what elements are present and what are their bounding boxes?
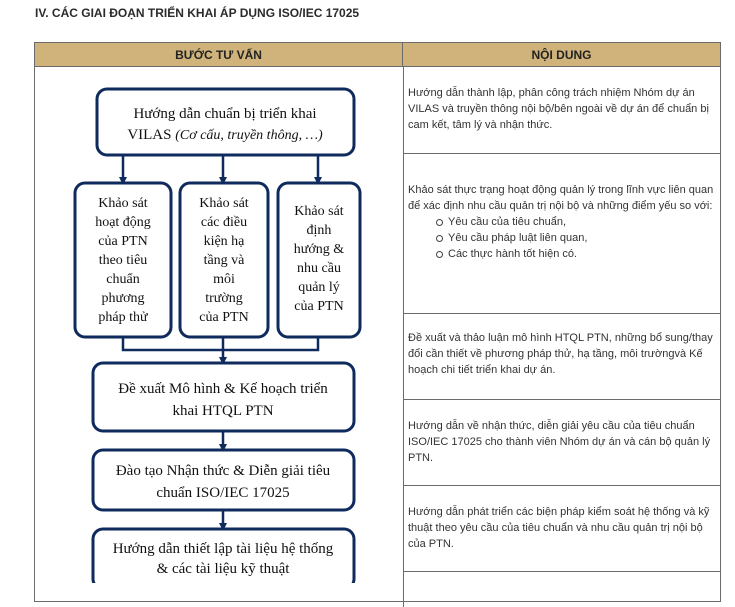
flow-box-survey-infrastructure-line: kiện hạ [203, 234, 245, 249]
flow-box-training-line: chuẩn ISO/IEC 17025 [156, 485, 290, 501]
flow-box-survey-methods-line: theo tiêu [98, 253, 148, 268]
list-item: Các thực hành tốt hiện có. [448, 246, 715, 262]
flow-box-survey-methods-line: của PTN [98, 234, 148, 249]
flow-box-prepare [97, 89, 354, 155]
content-row-1-text: Hướng dẫn thành lập, phân công trách nhiệm Nhóm dự án VILAS và truyền thông nội bộ/bên ngoài về dự án để chuẩn bị cam kết, tâm lý và nhận thức. [408, 87, 709, 131]
consulting-flowchart [35, 43, 403, 583]
content-row-5-text: Hướng dẫn phát triển các biện pháp kiểm soát hệ thống và kỹ thuật theo yêu cầu của tiêu chuẩn và nhu cầu quản trị nội bộ của PTN. [408, 506, 710, 550]
flow-box-survey-management-line: của PTN [294, 299, 344, 314]
content-row-3 [404, 314, 720, 400]
flow-box-proposal-line: Đề xuất Mô hình & Kế hoạch triển [118, 381, 328, 397]
flow-box-training [93, 450, 354, 510]
content-row-5 [404, 486, 720, 572]
content-row-1 [404, 67, 720, 154]
flow-box-prepare-line2-normal: VILAS [127, 127, 176, 143]
flow-box-survey-methods-line: chuẩn [106, 272, 140, 287]
flow-box-proposal-line: khai HTQL PTN [172, 403, 274, 419]
flow-box-survey-infrastructure-line: trường [205, 291, 243, 306]
flow-box-survey-infrastructure-line: các điều [200, 215, 248, 230]
flow-box-documentation-line: Hướng dẫn thiết lập tài liệu hệ thống [112, 541, 334, 557]
flow-box-survey-infrastructure-line: môi [213, 272, 235, 287]
flow-merge-bracket [123, 337, 318, 350]
flow-box-training-line: Đào tạo Nhận thức & Diễn giải tiêu [115, 463, 331, 479]
list-item: Yêu cầu pháp luật liên quan, [448, 230, 715, 246]
flow-box-survey-methods-line: Khảo sát [98, 196, 148, 211]
list-item: Yêu cầu của tiêu chuẩn, [448, 214, 715, 230]
flow-box-prepare-line2-italic: (Cơ cấu, truyền thông, …) [175, 128, 323, 143]
flow-box-survey-infrastructure-line: của PTN [199, 310, 249, 325]
flow-box-survey-management-line: quản lý [298, 280, 340, 295]
flow-box-prepare-line2 [127, 127, 323, 143]
flow-box-survey-methods-line: phương [101, 291, 145, 306]
flow-box-documentation-line: & các tài liệu kỹ thuật [156, 561, 290, 577]
content-row-2-list [408, 214, 715, 262]
section-title: IV. CÁC GIAI ĐOẠN TRIỂN KHAI ÁP DỤNG ISO/IEC 17025 [35, 6, 360, 20]
flow-box-survey-management-line: định [306, 223, 332, 238]
content-row-2-body [408, 182, 715, 262]
header-content: NỘI DUNG [403, 43, 720, 67]
header-consulting-steps: BƯỚC TƯ VẤN [35, 43, 403, 67]
flow-box-survey-management-line: hướng & [293, 242, 345, 257]
flow-box-survey-methods-line: hoạt động [95, 215, 151, 230]
flow-box-survey-management-line: nhu cầu [297, 261, 341, 276]
flow-box-survey-infrastructure-line: tầng và [203, 253, 245, 268]
flow-box-survey-infrastructure-line: Khảo sát [199, 196, 249, 211]
content-row-4 [404, 400, 720, 486]
flow-box-prepare-line1: Hướng dẫn chuẩn bị triển khai [133, 106, 317, 122]
content-row-2 [404, 154, 720, 314]
content-row-3-text: Đề xuất và thảo luận mô hình HTQL PTN, những bổ sung/thay đổi cần thiết về phương pháp thử, hạ tầng, môi trườngvà Kế hoạch chi tiết triển khai dự án. [408, 332, 713, 376]
steps-table [34, 42, 721, 602]
content-row-4-text: Hướng dẫn về nhận thức, diễn giải yêu cầu của tiêu chuẩn ISO/IEC 17025 cho thành viên Nhóm dự án và cán bộ quản lý PTN. [408, 420, 711, 464]
flow-box-survey-management-line: Khảo sát [294, 204, 344, 219]
flow-box-survey-methods-line: pháp thử [98, 310, 148, 325]
flow-box-proposal [93, 363, 354, 431]
content-row-2-intro: Khảo sát thực trạng hoạt động quản lý trong lĩnh vực liên quan để xác định nhu cầu quản trị nội bộ và những điểm yếu so với: [408, 184, 714, 212]
